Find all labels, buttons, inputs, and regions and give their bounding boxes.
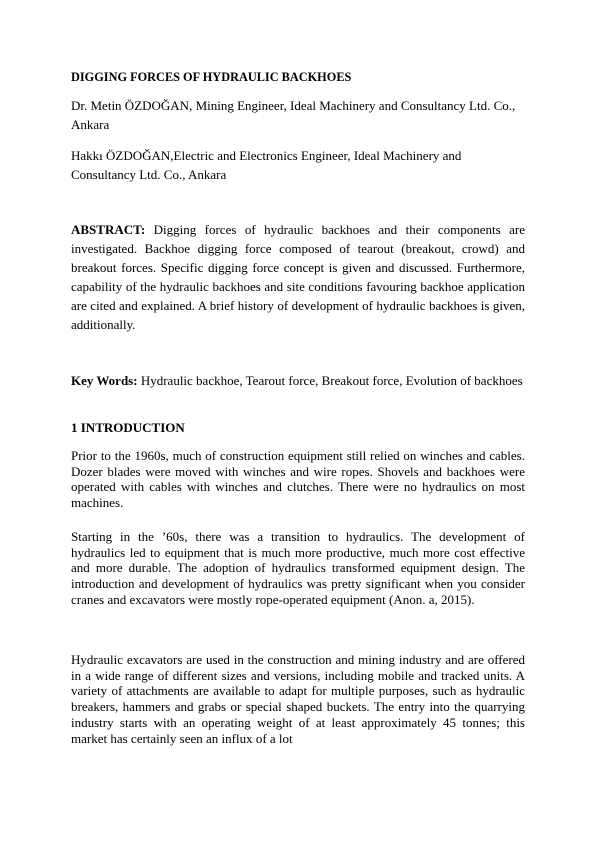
keywords-label: Key Words: <box>71 373 138 388</box>
intro-paragraph-2: Starting in the ’60s, there was a transition to hydraulics. The development of hydraulics led to equipment that is much more productive, much more cost effective and more durable. The adoption of hydraulics transformed equipment design. The introduction and development of hydraulics was pretty significant when you consider cranes and excavators were mostly rope-operated equipment (Anon. a, 2015). <box>71 529 525 607</box>
keywords <box>71 371 525 390</box>
intro-paragraph-1: Prior to the 1960s, much of construction equipment still relied on winches and cables. Dozer blades were moved with winches and wire ropes. Shovels and backhoes were operated with cables with winches and clutches. There were no hydraulics on most machines. <box>71 448 525 511</box>
keywords-text: Hydraulic backhoe, Tearout force, Breakout force, Evolution of backhoes <box>137 373 523 388</box>
intro-paragraph-3: Hydraulic excavators are used in the construction and mining industry and are offered in a wide range of different sizes and versions, including mobile and tracked units. A variety of attachments are available to adapt for multiple purposes, such as hydraulic breakers, hammers and grabs or special shaped buckets. The entry into the quarrying industry starts with an operating weight of at least approximately 45 tonnes; this market has certainly seen an influx of a lot <box>71 652 525 746</box>
abstract-text: Digging forces of hydraulic backhoes and their components are investigated. Backhoe digging force composed of tearout (breakout, crowd) and breakout forces. Specific digging force concept is given and discussed. Furthermore, capability of the hydraulic backhoes and site conditions favouring backhoe application are cited and explained. A brief history of development of hydraulic backhoes is given, additionally. <box>71 222 525 333</box>
section-heading-introduction: 1 INTRODUCTION <box>71 420 185 435</box>
abstract-label: ABSTRACT: <box>71 222 146 237</box>
author-affiliation-2: Hakkı ÖZDOĞAN,Electric and Electronics Engineer, Ideal Machinery and Consultancy Ltd. Co., Ankara <box>71 148 462 182</box>
author-affiliation-1: Dr. Metin ÖZDOĞAN, Mining Engineer, Ideal Machinery and Consultancy Ltd. Co., Ankara <box>71 98 516 132</box>
paper-title: DIGGING FORCES OF HYDRAULIC BACKHOES <box>71 70 352 84</box>
abstract <box>71 220 525 335</box>
